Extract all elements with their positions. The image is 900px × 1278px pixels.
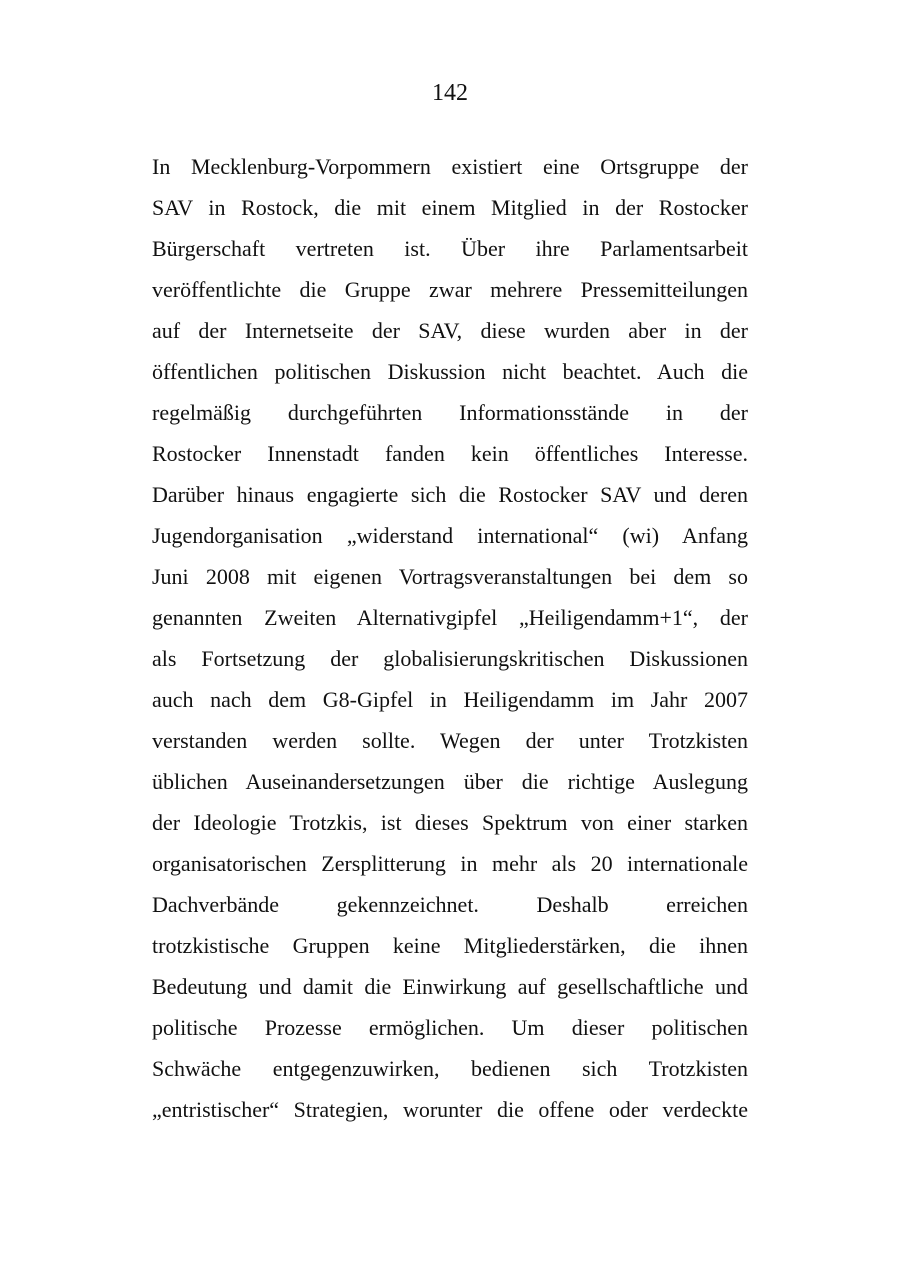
text-line: Schwäche entgegenzuwirken, bedienen sich Trotzkisten: [152, 1056, 748, 1081]
text-line: veröffentlichte die Gruppe zwar mehrere Pressemitteilungen: [152, 277, 748, 302]
body-paragraph: [152, 146, 748, 1130]
text-line: politische Prozesse ermöglichen. Um dieser politischen: [152, 1015, 748, 1040]
text-line: trotzkistische Gruppen keine Mitgliederstärken, die ihnen: [152, 933, 748, 958]
text-line: Bedeutung und damit die Einwirkung auf gesellschaftliche und: [152, 974, 748, 999]
text-line: Bürgerschaft vertreten ist. Über ihre Parlamentsarbeit: [152, 236, 748, 261]
page-number: 142: [432, 80, 468, 106]
text-line: regelmäßig durchgeführten Informationsstände in der: [152, 400, 748, 425]
text-line: Darüber hinaus engagierte sich die Rostocker SAV und deren: [152, 482, 748, 507]
text-line: der Ideologie Trotzkis, ist dieses Spektrum von einer starken: [152, 810, 748, 835]
text-line: organisatorischen Zersplitterung in mehr als 20 internationale: [152, 851, 748, 876]
text-line: Dachverbände gekennzeichnet. Deshalb erreichen: [152, 892, 748, 917]
text-line: verstanden werden sollte. Wegen der unter Trotzkisten: [152, 728, 748, 753]
text-line: auch nach dem G8-Gipfel in Heiligendamm im Jahr 2007: [152, 687, 748, 712]
text-line: als Fortsetzung der globalisierungskritischen Diskussionen: [152, 646, 748, 671]
text-line: auf der Internetseite der SAV, diese wurden aber in der: [152, 318, 748, 343]
text-line: Rostocker Innenstadt fanden kein öffentliches Interesse.: [152, 441, 748, 466]
text-line: Jugendorganisation „widerstand international“ (wi) Anfang: [152, 523, 748, 548]
text-line: „entristischer“ Strategien, worunter die offene oder verdeckte: [152, 1097, 748, 1122]
text-line: SAV in Rostock, die mit einem Mitglied in der Rostocker: [152, 195, 748, 220]
text-line: üblichen Auseinandersetzungen über die richtige Auslegung: [152, 769, 748, 794]
text-line: Juni 2008 mit eigenen Vortragsveranstaltungen bei dem so: [152, 564, 748, 589]
text-line: öffentlichen politischen Diskussion nicht beachtet. Auch die: [152, 359, 748, 384]
text-line: genannten Zweiten Alternativgipfel „Heiligendamm+1“, der: [152, 605, 748, 630]
text-line: In Mecklenburg-Vorpommern existiert eine Ortsgruppe der: [152, 154, 748, 179]
